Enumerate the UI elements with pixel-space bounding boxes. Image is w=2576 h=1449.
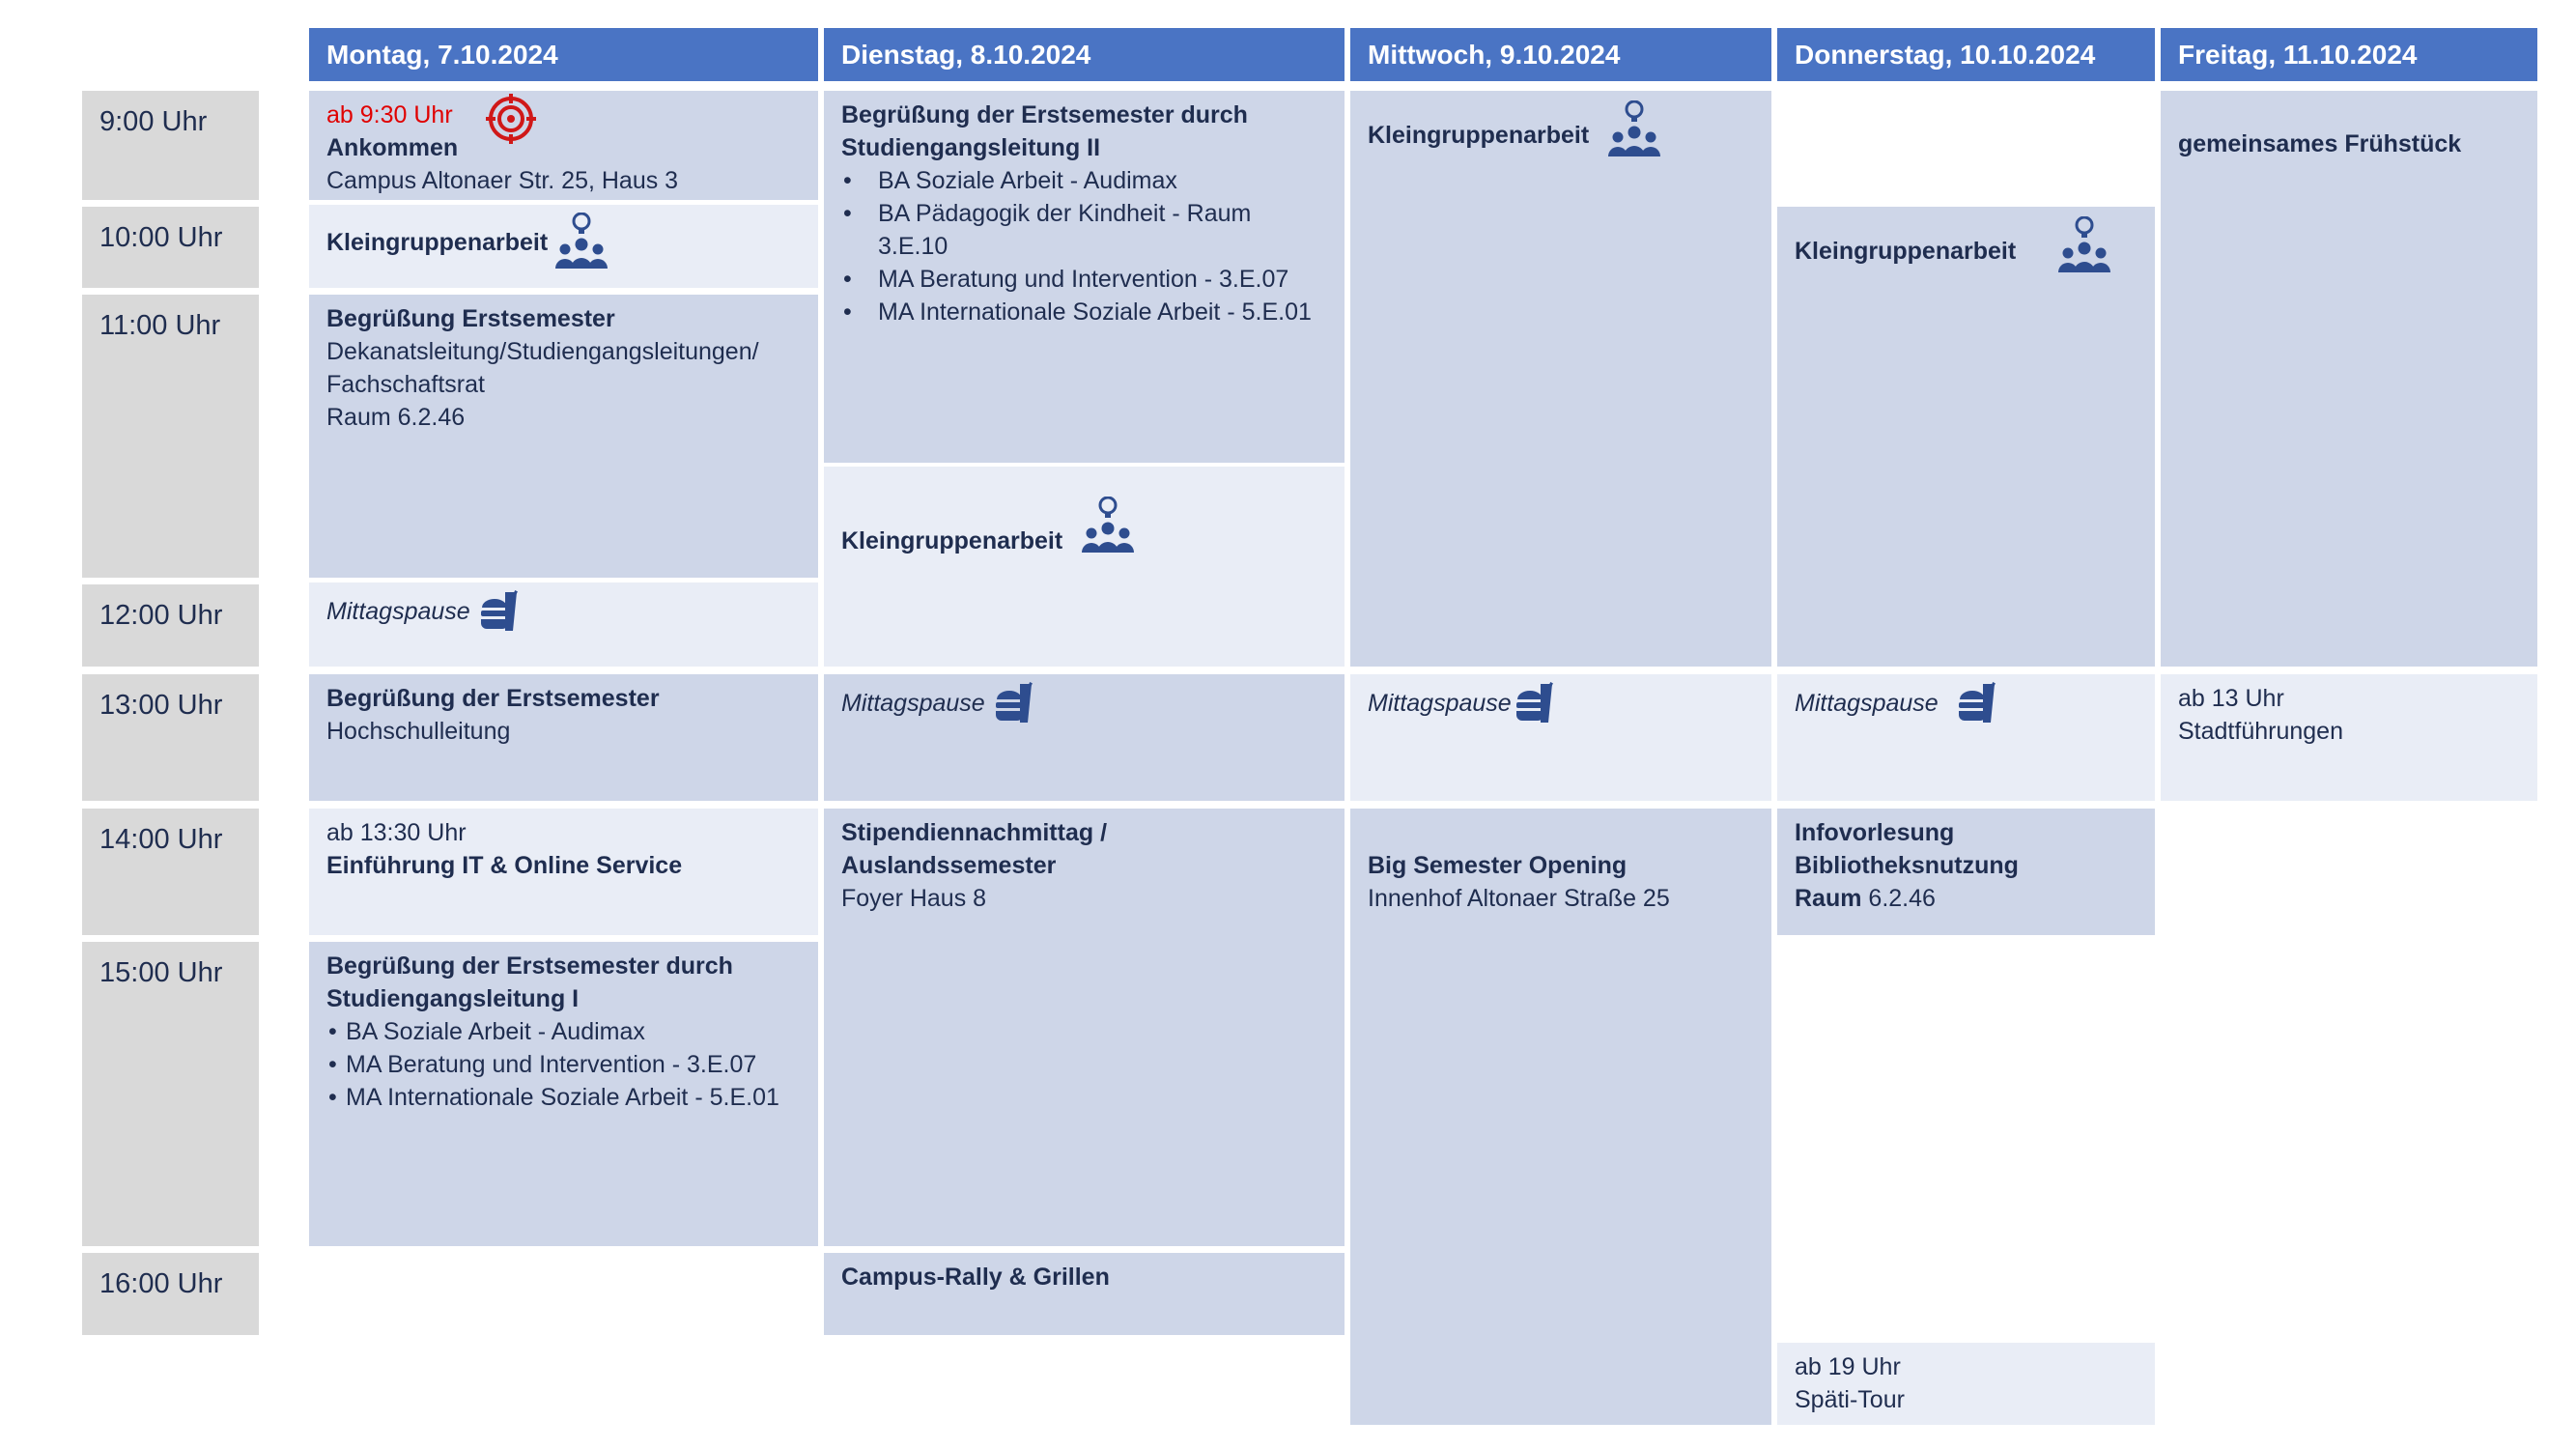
wed-opening-place: Innenhof Altonaer Straße 25	[1368, 885, 1670, 912]
group-idea-icon	[2056, 216, 2112, 276]
list-item: • MA Internationale Soziale Arbeit - 5.E.01	[326, 1081, 801, 1114]
mon-prog-title1: Begrüßung der Erstsemester durch	[326, 952, 733, 980]
wed-group-work	[1350, 91, 1771, 667]
mon-arrival-place: Campus Altonaer Str. 25, Haus 3	[326, 167, 679, 194]
time-slot-11: 11:00 Uhr	[82, 295, 259, 578]
lunch-icon	[478, 590, 523, 633]
mon-welcome-line2: Fachschaftsrat	[326, 371, 485, 398]
mon-uni-welcome	[309, 674, 818, 801]
mon-group-work	[309, 205, 818, 288]
list-item: • BA Soziale Arbeit - Audimax	[326, 1015, 801, 1048]
lunch-icon	[1514, 682, 1558, 724]
mon-it-time: ab 13:30 Uhr	[326, 819, 467, 846]
lunch-icon	[993, 682, 1037, 724]
time-slot-15: 15:00 Uhr	[82, 942, 259, 1246]
day-header-wednesday: Mittwoch, 9.10.2024	[1350, 28, 1771, 81]
day-header-thursday: Donnerstag, 10.10.2024	[1777, 28, 2155, 81]
day-header-friday: Freitag, 11.10.2024	[2161, 28, 2537, 81]
mon-uni-sub: Hochschulleitung	[326, 718, 511, 745]
target-icon	[486, 94, 536, 144]
wed-group-label: Kleingruppenarbeit	[1368, 122, 1590, 149]
time-slot-12: 12:00 Uhr	[82, 584, 259, 667]
fri-tour-time: ab 13 Uhr	[2178, 685, 2284, 712]
mon-arrival-title: Ankommen	[326, 134, 459, 161]
list-item: • BA Soziale Arbeit - Audimax	[841, 164, 1327, 197]
mon-group-label: Kleingruppenarbeit	[326, 229, 549, 256]
mon-it-title: Einführung IT & Online Service	[326, 852, 683, 879]
list-item: • MA Beratung und Intervention - 3.E.07	[326, 1048, 801, 1081]
group-idea-icon	[1606, 100, 1662, 160]
time-slot-13: 13:00 Uhr	[82, 674, 259, 801]
list-item: • MA Beratung und Intervention - 3.E.07	[841, 263, 1327, 296]
time-slot-14: 14:00 Uhr	[82, 809, 259, 935]
time-slot-10: 10:00 Uhr	[82, 207, 259, 288]
fri-breakfast-block	[2161, 91, 2537, 667]
mon-welcome-room: Raum 6.2.46	[326, 404, 466, 431]
tue-program-block	[824, 91, 1345, 463]
day-header-monday: Montag, 7.10.2024	[309, 28, 818, 81]
wed-opening-title: Big Semester Opening	[1368, 852, 1628, 879]
group-idea-icon	[1080, 497, 1136, 556]
thu-group-label: Kleingruppenarbeit	[1795, 238, 2017, 265]
mon-prog-title2: Studiengangsleitung I	[326, 985, 580, 1012]
mon-it-block	[309, 809, 818, 935]
list-item: • BA Pädagogik der Kindheit - Raum 3.E.10	[841, 197, 1327, 263]
fri-breakfast-title: gemeinsames Frühstück	[2178, 130, 2462, 157]
thu-lib-room: 6.2.46	[1868, 885, 1936, 912]
thu-lunch	[1777, 674, 2155, 801]
time-slot-9: 9:00 Uhr	[82, 91, 259, 200]
tue-stip-title: Stipendiennachmittag / Auslandssemester	[841, 819, 1108, 879]
mon-program-block	[309, 942, 818, 1246]
mon-welcome-title: Begrüßung Erstsemester	[326, 305, 615, 332]
list-item: • MA Internationale Soziale Arbeit - 5.E.01	[841, 296, 1327, 328]
mon-welcome-block	[309, 295, 818, 578]
mon-welcome-line1: Dekanatsleitung/Studiengangsleitungen/	[326, 338, 759, 365]
mon-arrival-time: ab 9:30 Uhr	[326, 101, 453, 128]
tue-rally-block	[824, 1253, 1345, 1335]
tue-rally-title: Campus-Rally & Grillen	[841, 1264, 1110, 1291]
tue-scholarship-block	[824, 809, 1345, 1246]
tue-group-work	[824, 467, 1345, 667]
tue-prog-title1: Begrüßung der Erstsemester durch	[841, 101, 1248, 128]
thu-lunch-label: Mittagspause	[1795, 690, 1939, 717]
tue-lunch-label: Mittagspause	[841, 690, 985, 717]
tue-prog-title2: Studiengangsleitung II	[841, 134, 1101, 161]
thu-spaeti-time: ab 19 Uhr	[1795, 1353, 1901, 1380]
mon-arrival-block	[309, 91, 818, 200]
wed-lunch-label: Mittagspause	[1368, 690, 1512, 717]
mon-lunch-label: Mittagspause	[326, 598, 470, 625]
thu-group-work	[1777, 207, 2155, 667]
wed-opening-block	[1350, 809, 1771, 1425]
lunch-icon	[1956, 682, 2000, 724]
thu-lib-room-label: Raum	[1795, 885, 1862, 912]
thu-spaeti-title: Späti-Tour	[1795, 1386, 1905, 1413]
mon-uni-title: Begrüßung der Erstsemester	[326, 685, 660, 712]
wed-lunch	[1350, 674, 1771, 801]
tue-stip-place: Foyer Haus 8	[841, 885, 987, 912]
fri-tour-block	[2161, 674, 2537, 801]
thu-lib-title2: Bibliotheksnutzung	[1795, 852, 2019, 879]
thu-spaeti-block	[1777, 1343, 2155, 1425]
group-idea-icon	[553, 213, 609, 272]
thu-library-block	[1777, 809, 2155, 935]
tue-lunch	[824, 674, 1345, 801]
fri-tour-title: Stadtführungen	[2178, 718, 2343, 745]
time-slot-16: 16:00 Uhr	[82, 1253, 259, 1335]
day-header-tuesday: Dienstag, 8.10.2024	[824, 28, 1345, 81]
mon-lunch	[309, 582, 818, 667]
thu-lib-title1: Infovorlesung	[1795, 819, 1955, 846]
tue-group-label: Kleingruppenarbeit	[841, 527, 1063, 554]
